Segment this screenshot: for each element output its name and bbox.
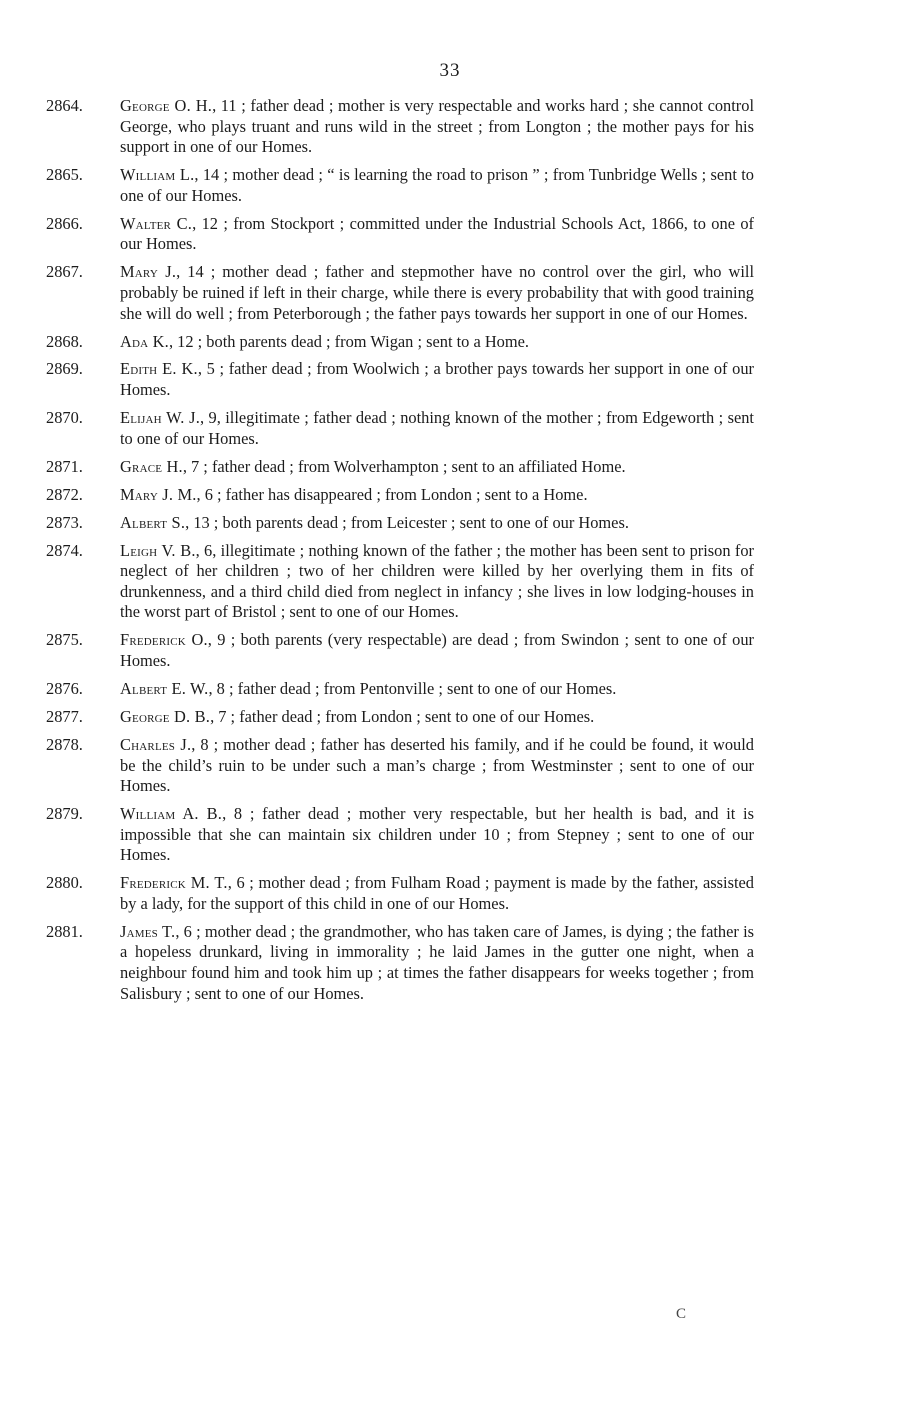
entry-number: 2875. bbox=[46, 630, 83, 650]
entry-number: 2872. bbox=[46, 484, 83, 504]
entry-number: 2868. bbox=[46, 331, 83, 351]
entry-text: , 7 ; father dead ; from Wolverhampton ; sent to an affiliated Home. bbox=[182, 456, 626, 476]
list-item bbox=[46, 630, 754, 671]
entry-number: 2878. bbox=[46, 734, 83, 754]
entry-text: , 6 ; mother dead ; the grandmother, who has taken care of James, is dying ; the father is a hopeless drunkard, living in immorality ; he laid James in the gutter one night, when a neighbour found him and took him up ; at times the father disappears for weeks together ; from Salisbury ; sent to one of our Homes. bbox=[120, 921, 755, 1003]
list-item bbox=[46, 457, 754, 478]
entry-number: 2873. bbox=[46, 512, 83, 532]
entry-number: 2876. bbox=[46, 678, 83, 698]
list-item bbox=[46, 214, 754, 255]
entry-number: 2879. bbox=[46, 804, 83, 824]
entry-text: , 6 ; father has disappeared ; from London ; sent to a Home. bbox=[196, 484, 588, 504]
page-number: 33 bbox=[439, 60, 461, 81]
entry-number: 2867. bbox=[46, 262, 83, 282]
list-item bbox=[46, 262, 754, 324]
list-item bbox=[46, 332, 754, 353]
entry-text: , 6, illegitimate ; nothing known of the father ; the mother has been sent to prison for neglect of her children ; two of her children were killed by her overlying them in fits of drunkenness, and a third child died from neglect in infancy ; she lives in low lodging-houses in the worst part of Bristol ; sent to one of our Homes. bbox=[120, 540, 754, 622]
child-name: Frederick M. T. bbox=[120, 873, 228, 893]
child-name: William L. bbox=[120, 165, 195, 185]
list-item bbox=[46, 359, 754, 400]
entry-text: , 14 ; mother dead ; father and stepmother have no control over the girl, who will probably be ruined if left in their charge, while there is every probability that with good training she will do well ; from Peterborough ; the father pays towards her support in one of our Homes. bbox=[120, 262, 754, 323]
entry-text: , 8 ; father dead ; from Pentonville ; sent to one of our Homes. bbox=[208, 678, 617, 698]
list-item bbox=[46, 922, 754, 1004]
entry-text: , 9 ; both parents (very respectable) are dead ; from Swindon ; sent to one of our Homes. bbox=[120, 630, 754, 670]
entry-number: 2871. bbox=[46, 456, 83, 476]
list-item bbox=[46, 707, 754, 728]
list-item bbox=[46, 513, 754, 534]
child-name: Frederick O. bbox=[120, 630, 208, 650]
entry-number: 2877. bbox=[46, 706, 83, 726]
entry-number: 2869. bbox=[46, 359, 83, 379]
entry-number: 2870. bbox=[46, 408, 83, 428]
child-name: Elijah W. J. bbox=[120, 408, 201, 428]
entry-number: 2881. bbox=[46, 921, 83, 941]
entry-text: , 7 ; father dead ; from London ; sent to one of our Homes. bbox=[210, 706, 595, 726]
list-item bbox=[46, 165, 754, 206]
child-name: George O. H. bbox=[120, 96, 213, 115]
child-name: James T. bbox=[120, 921, 176, 941]
child-name: Albert S. bbox=[120, 512, 186, 532]
list-item bbox=[46, 679, 754, 700]
child-name: George D. B. bbox=[120, 706, 211, 726]
list-item bbox=[46, 408, 754, 449]
list-item bbox=[46, 804, 754, 866]
entry-text: , 8 ; father dead ; mother very respectable, but her health is bad, and it is impossible that she can maintain six children under 10 ; from Stepney ; sent to one of our Homes. bbox=[120, 804, 754, 865]
entry-text: , 8 ; mother dead ; father has deserted his family, and if he could be found, it would be the child’s ruin to be under such a man’s charge ; from Westminster ; sent to one of our Homes. bbox=[120, 734, 754, 796]
entry-text: , 9, illegitimate ; father dead ; nothing known of the mother ; from Edgeworth ; sent to one of our Homes. bbox=[120, 408, 754, 448]
entry-number: 2866. bbox=[46, 213, 83, 233]
entry-number: 2874. bbox=[46, 540, 83, 560]
list-item bbox=[46, 873, 754, 914]
list-item bbox=[46, 96, 754, 158]
entry-list bbox=[46, 96, 754, 1012]
entry-text: , 14 ; mother dead ; “ is learning the road to prison ” ; from Tunbridge Wells ; sent to one of our Homes. bbox=[120, 165, 755, 205]
entry-text: , 5 ; father dead ; from Woolwich ; a brother pays towards her support in one of our Homes. bbox=[120, 359, 754, 400]
list-item bbox=[46, 735, 754, 797]
child-name: Charles J. bbox=[120, 734, 192, 754]
child-name: Walter C. bbox=[120, 213, 193, 233]
list-item bbox=[46, 485, 754, 506]
entry-text: , 12 ; both parents dead ; from Wigan ; sent to a Home. bbox=[168, 331, 529, 351]
entry-number: 2865. bbox=[46, 165, 83, 185]
entry-text: , 6 ; mother dead ; from Fulham Road ; payment is made by the father, assisted by a lady, for the support of this child in one of our Homes. bbox=[120, 873, 754, 913]
entry-text: , 11 ; father dead ; mother is very respectable and works hard ; she cannot control George, who plays truant and runs wild in the street ; from Longton ; the mother pays for his support in one of our Homes. bbox=[120, 96, 755, 157]
signature-mark: C bbox=[676, 1306, 687, 1322]
entry-number: 2864. bbox=[46, 96, 83, 115]
entry-text: , 13 ; both parents dead ; from Leicester ; sent to one of our Homes. bbox=[185, 512, 629, 532]
entry-text: , 12 ; from Stockport ; committed under the Industrial Schools Act, 1866, to one of our Homes. bbox=[120, 213, 755, 254]
child-name: Leigh V. B. bbox=[120, 540, 196, 560]
child-name: Ada K. bbox=[120, 331, 169, 351]
child-name: Mary J. M. bbox=[120, 484, 197, 504]
child-name: Albert E. W. bbox=[120, 678, 209, 698]
child-name: William A. B. bbox=[120, 804, 223, 824]
child-name: Mary J. bbox=[120, 262, 177, 282]
child-name: Grace H. bbox=[120, 456, 183, 476]
child-name: Edith E. K. bbox=[120, 359, 198, 379]
list-item bbox=[46, 541, 754, 623]
entry-number: 2880. bbox=[46, 873, 83, 893]
